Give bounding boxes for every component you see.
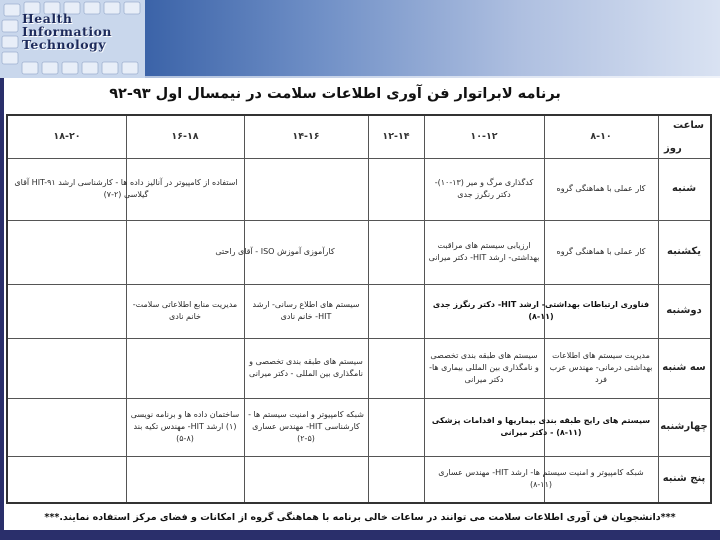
- day-label: سه شنبه: [662, 362, 706, 373]
- time-header: ۱۰-۱۲: [470, 131, 498, 142]
- day-label: یکشنبه: [667, 246, 701, 257]
- class-cell: کار عملی با هماهنگی گروه: [556, 184, 646, 193]
- class-cell: سیستم های رایج طبقه بندی بیماریها و اقدامات پزشکی (۱۱-۸) - دکتر میرانی: [431, 416, 651, 437]
- bottom-bar: [0, 530, 720, 540]
- class-cell: سیستم های طبقه بندی تخصصی و نامگذاری بین المللی - دکتر میرانی: [249, 357, 363, 378]
- time-header: ۱۶-۱۸: [171, 131, 199, 142]
- header-banner: [0, 0, 720, 78]
- corner-time-label: ساعت: [672, 120, 704, 131]
- class-cell: استفاده از کامپیوتر در آنالیز داده ها - کارشناسی ارشد HIT-۹۱ آقای گیلاسی (۲-۷): [14, 178, 238, 199]
- schedule-title: برنامه لابراتوار فن آوری اطلاعات سلامت در نیمسال اول ۹۳-۹۲: [109, 86, 561, 102]
- time-header: ۱۸-۲۰: [53, 131, 81, 142]
- class-cell: مدیریت منابع اطلاعاتی سلامت-خانم نادی: [132, 300, 238, 321]
- logo-line-3: Technology: [22, 37, 107, 52]
- corner-header: [658, 116, 710, 158]
- schedule-table: [6, 114, 712, 504]
- time-header: ۱۲-۱۴: [382, 131, 410, 142]
- class-cell: سیستم های طبقه بندی تخصصی و نامگذاری بین المللی بیماری ها- دکتر میرانی: [429, 351, 539, 384]
- logo-line-2: Information: [22, 24, 113, 39]
- corner-day-label: روز: [664, 143, 682, 154]
- banner-gradient: [145, 0, 720, 78]
- footnote: ***دانشجویان فن آوری اطلاعات سلامت می توانند در ساعات خالی برنامه با هماهنگی گروه از امکانات و فضای مرکز استفاده نمایند.***: [44, 512, 676, 523]
- logo-text: [22, 12, 144, 51]
- class-cell: ساختمان داده ها و برنامه نویسی (۱) ارشد HIT- مهندس تکیه بند (۸-۵): [130, 410, 240, 443]
- day-label: چهارشنبه: [660, 421, 708, 432]
- class-cell: شبکه کامپیوتر و امنیت سیستم ها - کارشناسی HIT- مهندس عساری (۵-۲): [248, 410, 364, 443]
- grid-line: [368, 116, 369, 502]
- day-label: دوشنبه: [666, 305, 702, 316]
- class-cell: شبکه کامپیوتر و امنیت سیستم ها- ارشد HIT- مهندس عساری (۱۱-۸): [438, 468, 644, 489]
- left-strip: [0, 78, 4, 540]
- class-cell: سیستم های اطلاع رسانی- ارشد HIT- خانم نادی: [252, 300, 360, 321]
- logo: [0, 0, 145, 78]
- class-cell: کدگذاری مرگ و میر (۱۳-۱۰)- دکتر رنگرز جدی: [434, 178, 534, 199]
- time-header: ۸-۱۰: [590, 131, 612, 142]
- day-label: شنبه: [671, 183, 697, 194]
- class-cell: مدیریت سیستم های اطلاعات بهداشتی درمانی- مهندس عرب فرد: [549, 351, 653, 384]
- logo-line-1: Health: [22, 11, 73, 26]
- class-cell: کار عملی با هماهنگی گروه: [556, 247, 646, 256]
- banner-divider: [145, 76, 720, 78]
- class-cell: کارآموزی آموزش ISO - آقای راحتی: [215, 247, 335, 256]
- class-cell: فناوری ارتباطات بهداشتی- ارشد HIT- دکتر رنگرز جدی (۱۱-۸): [432, 300, 650, 321]
- day-label: پنج شنبه: [662, 473, 706, 484]
- time-header: ۱۴-۱۶: [292, 131, 320, 142]
- class-cell: ارزیابی سیستم های مراقبت بهداشتی- ارشد HIT- دکتر میرانی: [428, 241, 540, 262]
